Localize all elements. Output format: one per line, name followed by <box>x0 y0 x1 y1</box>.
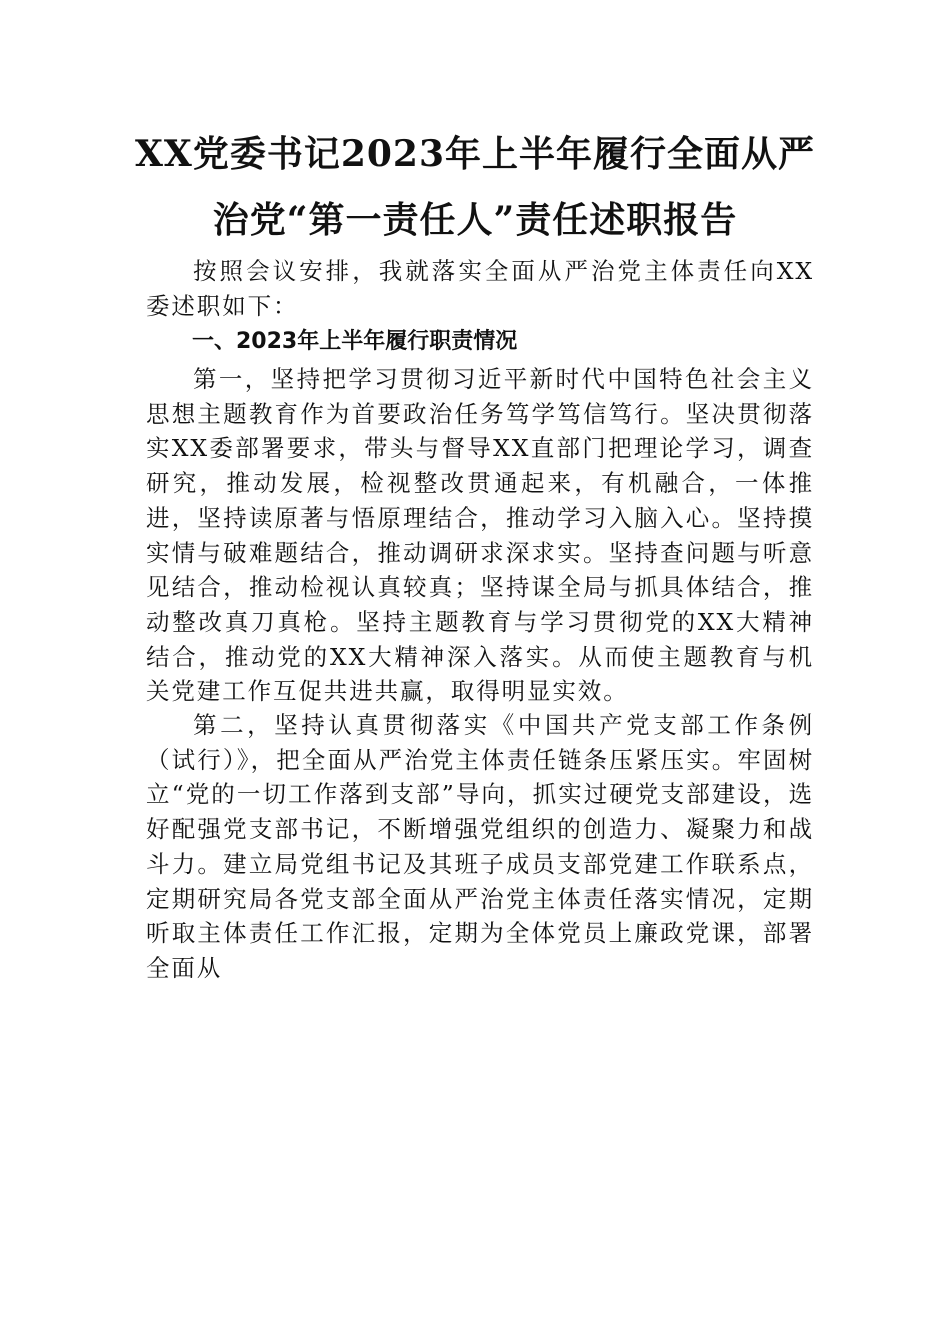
paragraph-second-text: 第二，坚持认真贯彻落实《中国共产党支部工作条例（试行）》，把全面从严治党主体责任链条压紧压实。牢固树立“党的一切工作落到支部”导向，抓实过硬党支部建设，选好配强党支部书记，不断增强党组织的创造力、凝聚力和战斗力。建立局党组书记及其班子成员支部党建工作联系点，定期研究局各党支部全面从严治党主体责任落实情况，定期听取主体责任工作汇报，定期为全体党员上廉政党课，部署全面从 <box>146 711 814 982</box>
paragraph-second <box>146 708 814 986</box>
document-title-line-2: 治党“第一责任人”责任述职报告 <box>212 199 738 241</box>
intro-paragraph <box>146 254 814 323</box>
section-heading: 一、2023年上半年履行职责情况 <box>192 329 518 354</box>
intro-text: 按照会议安排，我就落实全面从严治党主体责任向XX委述职如下： <box>146 257 814 320</box>
paragraph-first-text: 第一，坚持把学习贯彻习近平新时代中国特色社会主义思想主题教育作为首要政治任务笃学笃信笃行。坚决贯彻落实XX委部署要求，带头与督导XX直部门把理论学习，调查研究，推动发展，检视整改贯通起来，有机融合，一体推进，坚持读原著与悟原理结合，推动学习入脑入心。坚持摸实情与破难题结合，推动调研求深求实。坚持查问题与听意见结合，推动检视认真较真；坚持谋全局与抓具体结合，推动整改真刀真枪。坚持主题教育与学习贯彻党的XX大精神结合，推动党的XX大精神深入落实。从而使主题教育与机关党建工作互促共进共赢，取得明显实效。 <box>146 365 814 706</box>
document-title-line-1: XX党委书记2023年上半年履行全面从严 <box>134 133 816 175</box>
paragraph-first <box>146 362 814 709</box>
